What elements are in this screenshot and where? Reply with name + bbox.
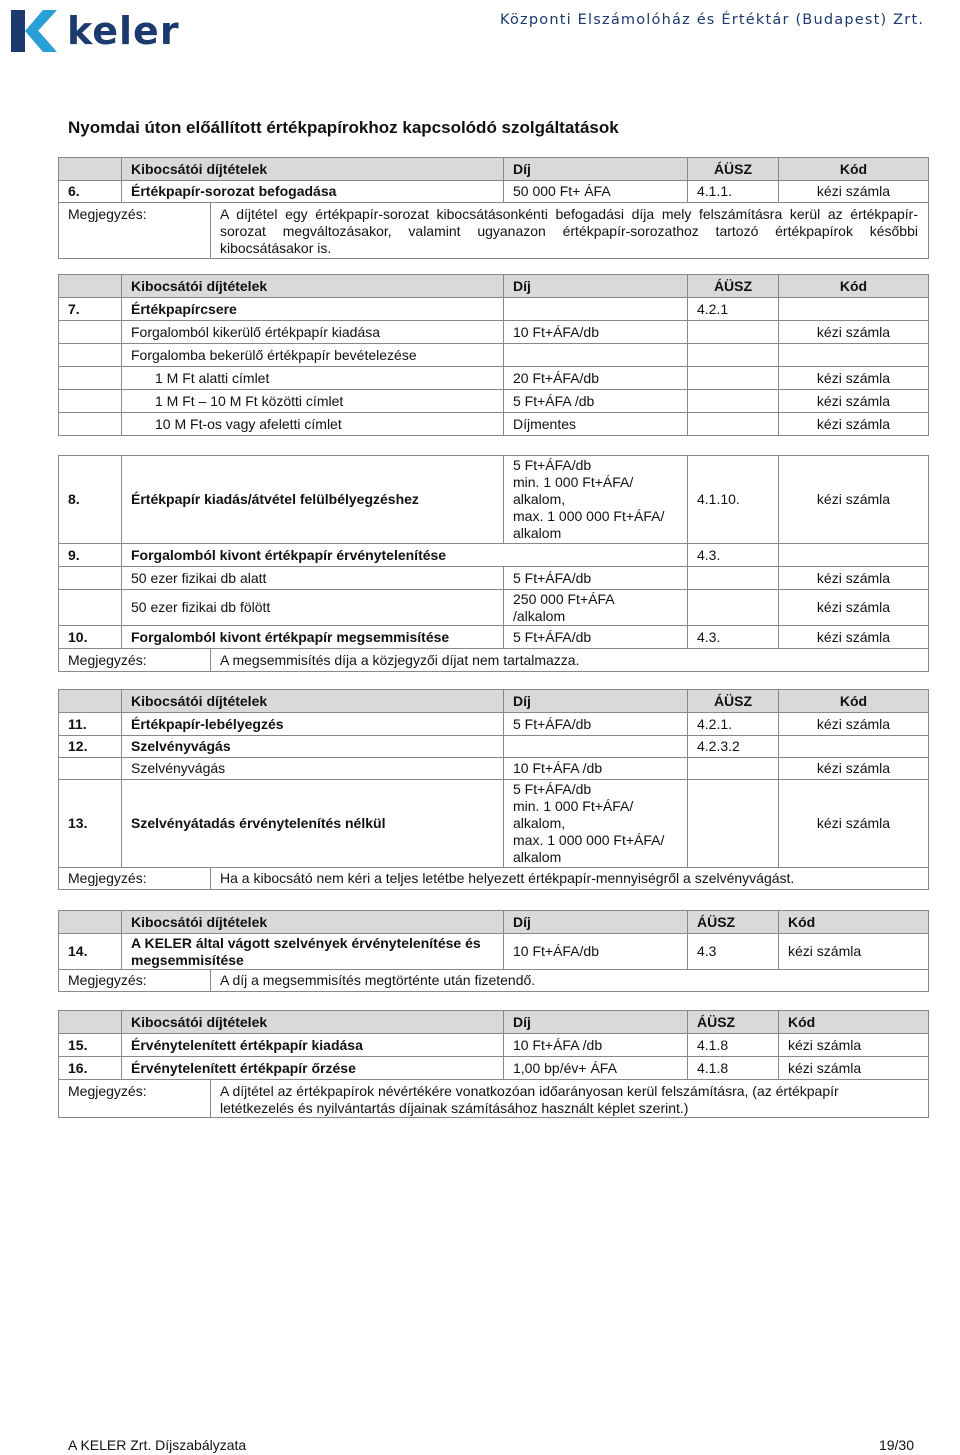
row-number: 12. [59, 736, 122, 758]
col-header-code: Kód [779, 1011, 929, 1034]
row-fee: 10 Ft+ÁFA/db [504, 934, 688, 970]
row-fee: 250 000 Ft+ÁFA /alkalom [504, 590, 688, 626]
row-code: kézi számla [779, 1057, 929, 1080]
table-header [59, 911, 929, 934]
table-row [59, 713, 929, 736]
table-header [59, 690, 929, 713]
fee-table-6 [58, 1010, 929, 1118]
row-code: kézi számla [779, 321, 929, 344]
row-number: 11. [59, 713, 122, 736]
row-number: 6. [59, 181, 122, 203]
row-number: 8. [59, 456, 122, 544]
row-name: Értékpapír kiadás/átvétel felülbélyegzéshez [122, 456, 504, 544]
row-name: Értékpapír-sorozat befogadása [122, 181, 504, 203]
row-name: Érvénytelenített értékpapír őrzése [122, 1057, 504, 1080]
note-label: Megjegyzés: [59, 868, 211, 890]
row-name: 50 ezer fizikai db fölött [122, 590, 504, 626]
table-row [59, 590, 929, 626]
keler-k-icon [9, 6, 59, 56]
fee-table-2 [58, 274, 929, 436]
row-fee: 5 Ft+ÁFA/db [504, 713, 688, 736]
row-ausz: 4.3. [688, 626, 779, 649]
fee-line: max. 1 000 000 Ft+ÁFA/ alkalom [513, 832, 665, 865]
row-name: 50 ezer fizikai db alatt [122, 567, 504, 590]
note-row [59, 649, 929, 672]
row-fee: 10 Ft+ÁFA /db [504, 1034, 688, 1057]
col-header-fee: Díj [504, 911, 688, 934]
row-code: kézi számla [779, 390, 929, 413]
table-row [59, 456, 929, 544]
col-header-fee: Díj [504, 158, 688, 181]
table-row [59, 390, 929, 413]
row-fee [504, 456, 688, 544]
col-header-code: Kód [779, 158, 929, 181]
col-header-code: Kód [779, 690, 929, 713]
col-header-ausz: ÁÜSZ [688, 690, 779, 713]
col-header-name: Kibocsátói díjtételek [122, 1011, 504, 1034]
col-header-code: Kód [779, 275, 929, 298]
note-text: A díj a megsemmisítés megtörténte után fizetendő. [211, 970, 929, 992]
row-name: Szelvényvágás [122, 758, 504, 780]
row-name: 10 M Ft-os vagy afeletti címlet [122, 413, 504, 436]
row-code: kézi számla [779, 713, 929, 736]
row-fee: 5 Ft+ÁFA/db [504, 626, 688, 649]
fee-line: min. 1 000 Ft+ÁFA/ alkalom, [513, 474, 634, 507]
row-name: Forgalomból kivont értékpapír megsemmisítése [122, 626, 504, 649]
col-header-fee: Díj [504, 690, 688, 713]
keler-logo [9, 6, 180, 56]
col-header-fee: Díj [504, 1011, 688, 1034]
row-fee: 1,00 bp/év+ ÁFA [504, 1057, 688, 1080]
row-number: 13. [59, 780, 122, 868]
table-row [59, 736, 929, 758]
row-code: kézi számla [779, 626, 929, 649]
row-code: kézi számla [779, 181, 929, 203]
table-row [59, 1034, 929, 1057]
row-ausz: 4.1.8 [688, 1034, 779, 1057]
row-ausz: 4.1.10. [688, 456, 779, 544]
row-name: Értékpapírcsere [122, 298, 504, 321]
fee-line: min. 1 000 Ft+ÁFA/ alkalom, [513, 798, 634, 831]
table-row [59, 321, 929, 344]
row-name: Forgalomból kivont értékpapír érvénytelenítése [122, 544, 688, 567]
row-number: 16. [59, 1057, 122, 1080]
note-label: Megjegyzés: [59, 970, 211, 992]
table-row [59, 626, 929, 649]
row-fee [504, 780, 688, 868]
table-row [59, 544, 929, 567]
col-header-name: Kibocsátói díjtételek [122, 690, 504, 713]
table-row [59, 181, 929, 203]
fee-table-1 [58, 157, 929, 259]
row-code [779, 344, 929, 367]
col-header-ausz: ÁÜSZ [688, 275, 779, 298]
row-number: 7. [59, 298, 122, 321]
table-row [59, 758, 929, 780]
page-number: 19/30 [878, 1437, 914, 1453]
col-header-name: Kibocsátói díjtételek [122, 911, 504, 934]
row-number: 10. [59, 626, 122, 649]
row-ausz: 4.3. [688, 544, 779, 567]
row-number: 14. [59, 934, 122, 970]
table-row [59, 413, 929, 436]
note-row [59, 970, 929, 992]
note-row [59, 1080, 929, 1118]
row-ausz: 4.1.8 [688, 1057, 779, 1080]
table-row [59, 298, 929, 321]
row-fee: 5 Ft+ÁFA /db [504, 390, 688, 413]
row-code: kézi számla [779, 934, 929, 970]
note-row [59, 203, 929, 259]
table-header [59, 158, 929, 181]
table-row [59, 367, 929, 390]
note-text: A megsemmisítés díja a közjegyzői díjat nem tartalmazza. [211, 649, 929, 672]
row-fee: 20 Ft+ÁFA/db [504, 367, 688, 390]
row-ausz: 4.2.1. [688, 713, 779, 736]
row-code: kézi számla [779, 780, 929, 868]
page-title: Nyomdai úton előállított értékpapírokhoz kapcsolódó szolgáltatások [68, 118, 619, 137]
col-header-ausz: ÁÜSZ [688, 911, 779, 934]
col-header-name: Kibocsátói díjtételek [122, 275, 504, 298]
col-header-ausz: ÁÜSZ [688, 1011, 779, 1034]
table-row [59, 1057, 929, 1080]
row-ausz: 4.1.1. [688, 181, 779, 203]
note-row [59, 868, 929, 890]
fee-line: 5 Ft+ÁFA/db [513, 781, 592, 797]
note-text: Ha a kibocsátó nem kéri a teljes letétbe helyezett értékpapír-mennyiségről a szelvényvágást. [211, 868, 929, 890]
col-header-name: Kibocsátói díjtételek [122, 158, 504, 181]
row-name: A KELER által vágott szelvények érvénytelenítése és megsemmisítése [122, 934, 504, 970]
row-name: Érvénytelenített értékpapír kiadása [122, 1034, 504, 1057]
row-name: 1 M Ft – 10 M Ft közötti címlet [122, 390, 504, 413]
row-fee: 50 000 Ft+ ÁFA [504, 181, 688, 203]
table-row [59, 567, 929, 590]
row-ausz: 4.3 [688, 934, 779, 970]
row-fee [504, 344, 688, 367]
row-name: Forgalomból kikerülő értékpapír kiadása [122, 321, 504, 344]
row-ausz: 4.2.3.2 [688, 736, 779, 758]
note-label: Megjegyzés: [59, 649, 211, 672]
row-name: 1 M Ft alatti címlet [122, 367, 504, 390]
table-row [59, 934, 929, 970]
row-name: Értékpapír-lebélyegzés [122, 713, 504, 736]
logo-wordmark: keler [67, 9, 180, 53]
note-label: Megjegyzés: [59, 1080, 211, 1118]
row-fee: Díjmentes [504, 413, 688, 436]
row-fee: 5 Ft+ÁFA/db [504, 567, 688, 590]
footer-title: A KELER Zrt. Díjszabályzata [68, 1437, 247, 1453]
row-fee: 10 Ft+ÁFA /db [504, 758, 688, 780]
row-number: 15. [59, 1034, 122, 1057]
col-header-fee: Díj [504, 275, 688, 298]
row-ausz: 4.2.1 [688, 298, 779, 321]
note-label: Megjegyzés: [59, 203, 211, 259]
note-text: A díjtétel az értékpapírok névértékére vonatkozóan időarányosan kerül felszámításra, (az értékpapír letétkezelés és nyilvántartás díjainak számításához használt képlet szerint.) [211, 1080, 929, 1118]
col-header-code: Kód [779, 911, 929, 934]
fee-table-4 [58, 689, 929, 890]
row-code: kézi számla [779, 758, 929, 780]
fee-table-3 [58, 455, 929, 672]
row-code: kézi számla [779, 456, 929, 544]
company-name: Központi Elszámolóház és Értéktár (Budapest) Zrt. [500, 12, 925, 28]
row-number: 9. [59, 544, 122, 567]
table-header [59, 1011, 929, 1034]
row-code: kézi számla [779, 590, 929, 626]
note-text: A díjtétel egy értékpapír-sorozat kibocsátásonkénti befogadási díja mely felszámításra kerül az értékpapír-sorozat megváltozásakor, valamint ugyanazon értékpapír-sorozathoz tartozó értékpapírok későbbi kibocsátásakor is. [211, 203, 929, 259]
row-fee: 10 Ft+ÁFA/db [504, 321, 688, 344]
fee-table-5 [58, 910, 929, 992]
row-name: Szelvényvágás [122, 736, 504, 758]
table-row [59, 344, 929, 367]
row-code: kézi számla [779, 1034, 929, 1057]
row-code: kézi számla [779, 367, 929, 390]
fee-line: 5 Ft+ÁFA/db [513, 457, 592, 473]
row-code: kézi számla [779, 567, 929, 590]
fee-line: max. 1 000 000 Ft+ÁFA/ alkalom [513, 508, 665, 541]
table-header [59, 275, 929, 298]
col-header-ausz: ÁÜSZ [688, 158, 779, 181]
table-row [59, 780, 929, 868]
row-code: kézi számla [779, 413, 929, 436]
row-name: Forgalomba bekerülő értékpapír bevételezése [122, 344, 504, 367]
row-name: Szelvényátadás érvénytelenítés nélkül [122, 780, 504, 868]
